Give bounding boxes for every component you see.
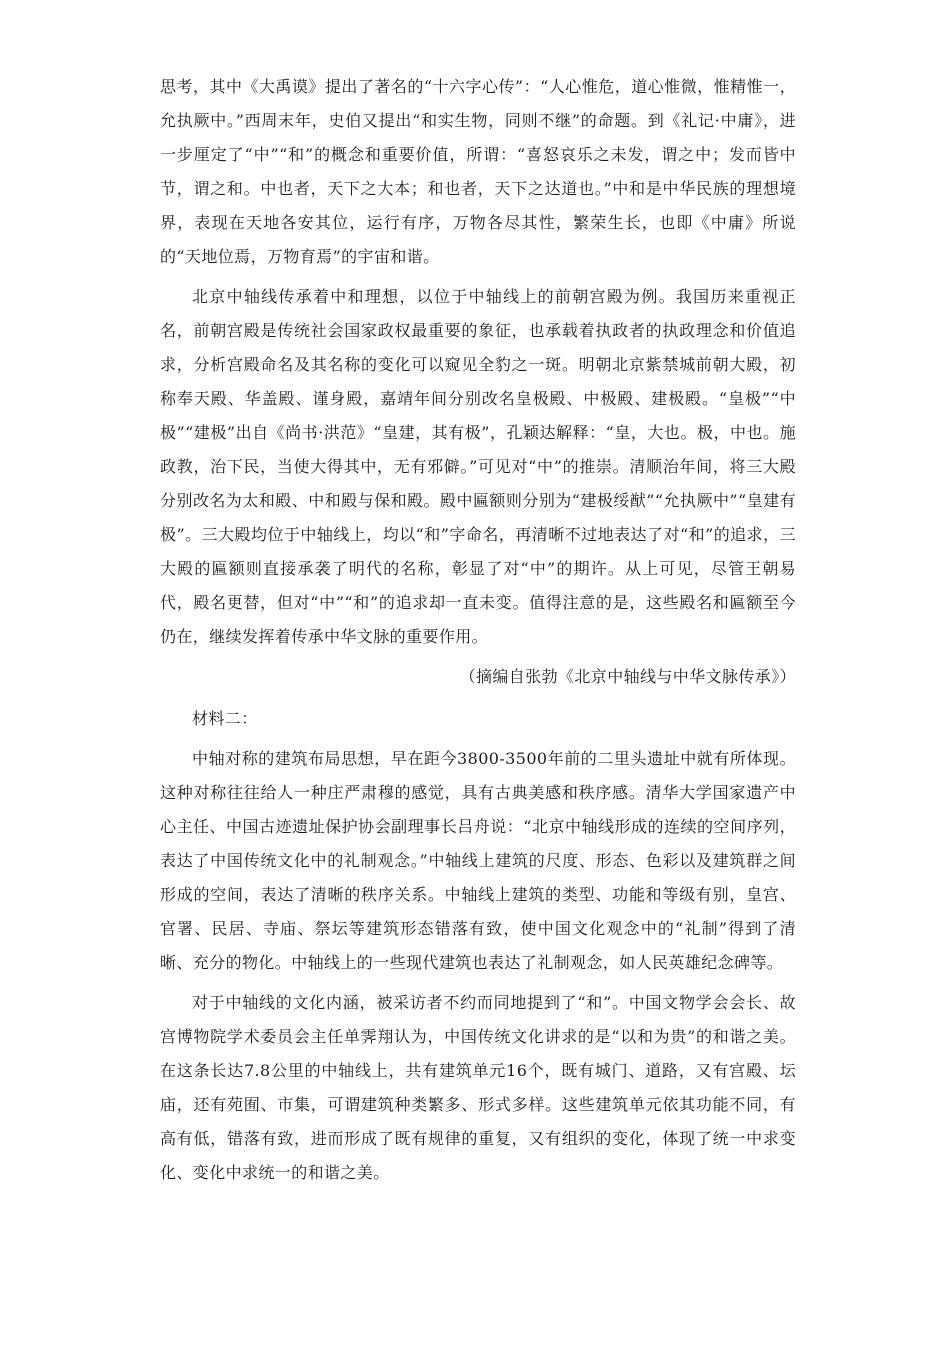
material1-source-citation: （摘编自张勃《北京中轴线与中华文脉传承》） [459, 667, 796, 686]
material1-paragraph-1: 思考，其中《大禹谟》提出了著名的“十六字心传”：“人心惟危，道心惟微，惟精惟一，允执厥中。”西周末年，史伯又提出“和实生物，同则不继”的命题。到《礼记·中庸》，进一步厘定了“中”“和”的概念和重要价值，所谓：“喜怒哀乐之未发，谓之中；发而皆中节，谓之和。中也者，天下之大本；和也者，天下之达道也。”中和是中华民族的理想境界，表现在天地各安其位，运行有序，万物各尽其性，繁荣生长，也即《中庸》所说的“天地位焉，万物育焉”的宇宙和谐。 [160, 77, 796, 266]
material2-paragraph-2: 对于中轴线的文化内涵，被采访者不约而同地提到了“和”。中国文物学会会长、故宫博物院学术委员会主任单霁翔认为，中国传统文化讲求的是“以和为贵”的和谐之美。在这条长达7.8公里的中轴线上，共有建筑单元16个，既有城门、道路，又有宫殿、坛庙，还有苑囿、市集，可谓建筑种类繁多、形式多样。这些建筑单元依其功能不同，有高有低，错落有致，进而形成了既有规律的重复，又有组织的变化，体现了统一中求变化、变化中求统一的和谐之美。 [160, 993, 796, 1182]
document-page [160, 70, 796, 1190]
material2-label: 材料二： [192, 709, 258, 728]
material1-paragraph-2: 北京中轴线传承着中和理想，以位于中轴线上的前朝宫殿为例。我国历来重视正名，前朝宫殿是传统社会国家政权最重要的象征，也承载着执政者的执政理念和价值追求，分析宫殿命名及其名称的变化可以窥见全豹之一斑。明朝北京紫禁城前朝大殿，初称奉天殿、华盖殿、谨身殿，嘉靖年间分别改名皇极殿、中极殿、建极殿。“皇极”“中极”“建极”出自《尚书·洪范》“皇建，其有极”，孔颖达解释：“皇，大也。极，中也。施政教，治下民，当使大得其中，无有邪僻。”可见对“中”的推崇。清顺治年间，将三大殿分别改名为太和殿、中和殿与保和殿。殿中匾额则分别为“建极绥猷”“允执厥中”“皇建有极”。三大殿均位于中轴线上，均以“和”字命名，再清晰不过地表达了对“和”的追求，三大殿的匾额则直接承袭了明代的名称，彰显了对“中”的期许。从上可见，尽管王朝易代，殿名更替，但对“中”“和”的追求却一直未变。值得注意的是，这些殿名和匾额至今仍在，继续发挥着传承中华文脉的重要作用。 [160, 287, 796, 646]
material2-paragraph-1: 中轴对称的建筑布局思想，早在距今3800-3500年前的二里头遗址中就有所体现。这种对称往往给人一种庄严肃穆的感觉，具有古典美感和秩序感。清华大学国家遗产中心主任、中国古迹遗址保护协会副理事长吕舟说：“北京中轴线形成的连续的空间序列，表达了中国传统文化中的礼制观念。”中轴线上建筑的尺度、形态、色彩以及建筑群之间形成的空间，表达了清晰的秩序关系。中轴线上建筑的类型、功能和等级有别，皇宫、官署、民居、寺庙、祭坛等建筑形态错落有致，使中国文化观念中的“礼制”得到了清晰、充分的物化。中轴线上的一些现代建筑也表达了礼制观念，如人民英雄纪念碑等。 [160, 749, 796, 972]
